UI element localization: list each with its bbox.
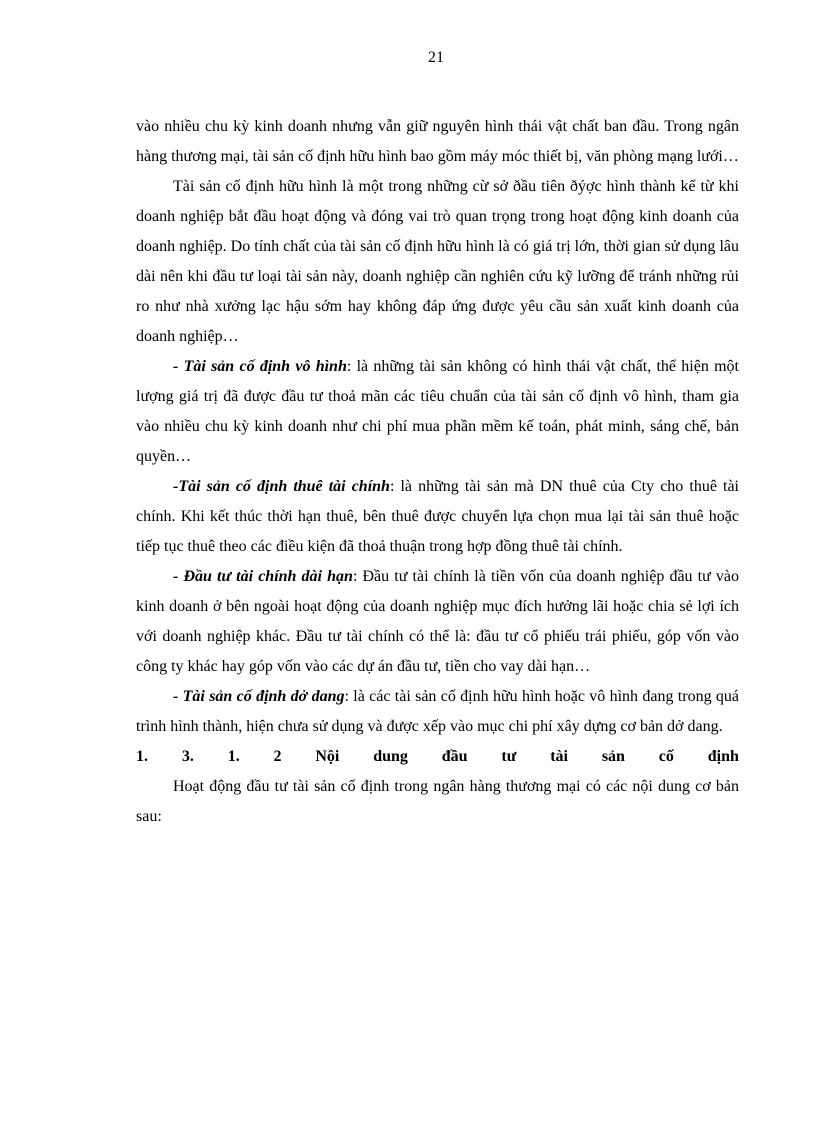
heading-part: 1.	[136, 748, 148, 765]
term-finance-lease-assets: -Tài sản cố định thuê tài chính	[173, 478, 390, 495]
heading-part: đầu	[441, 748, 468, 765]
document-body	[136, 112, 739, 832]
paragraph-intangible-assets	[136, 352, 739, 472]
definition-intangible-assets: : là những tài sản không có hình thái vật chất, thể hiện một lượng giá trị đã được đầu tư thoả mãn các tiêu chuẩn của tài sản cố định vô hình, tham gia vào nhiều chu kỳ kinh doanh như chi phí mua phần mềm kế toán, phát minh, sáng chế, bản quyền…	[136, 358, 740, 465]
paragraph-7: Hoạt động đầu tư tài sản cố định trong ngân hàng thương mại có các nội dung cơ bản sau:	[136, 778, 739, 825]
heading-part: Nội	[315, 748, 340, 765]
heading-part: 1.	[227, 748, 240, 765]
paragraph-long-term-investment	[136, 562, 739, 682]
paragraph-1: vào nhiều chu kỳ kinh doanh nhưng vẫn giữ nguyên hình thái vật chất ban đầu. Trong ngân hàng thương mại, tài sản cố định hữu hình bao gồm máy móc thiết bị, văn phòng mạng lưới…	[136, 118, 739, 165]
heading-part: tư	[501, 748, 517, 765]
definition-construction-in-progress: : là các tài sản cố định hữu hình hoặc vô hình đang trong quá trình hình thành, hiện chưa sử dụng và được xếp vào mục chi phí xây dựng cơ bản dở dang.	[136, 688, 740, 735]
paragraph-2: Tài sản cố định hữu hình là một trong những cừ sở ðầu tiên ðýợc hình thành kể từ khi doanh nghiệp bắt đầu hoạt động và đóng vai trò quan trọng trong hoạt động kinh doanh của doanh nghiệp. Do tính chất của tài sản cố định hữu hình là có giá trị lớn, thời gian sử dụng lâu dài nên khi đầu tư loại tài sản này, doanh nghiệp cần nghiên cứu kỹ lưỡng để tránh những rủi ro như nhà xưởng lạc hậu sớm hay không đáp ứng được yêu cầu sản xuất kinh doanh của doanh nghiệp…	[136, 178, 739, 345]
paragraph-construction-in-progress	[136, 682, 739, 742]
heading-part: dung	[373, 748, 408, 765]
heading-part: 2	[273, 748, 282, 765]
heading-part: tài	[550, 748, 568, 765]
heading-part: cố	[658, 748, 674, 765]
definition-finance-lease-assets: : là những tài sản mà DN thuê của Cty cho thuê tài chính. Khi kết thúc thời hạn thuê, bên thuê được chuyển lựa chọn mua lại tài sản thuê hoặc tiếp tục thuê theo các điều kiện đã thoả thuận trong hợp đồng thuê tài chính.	[136, 478, 739, 555]
term-long-term-investment: - Đầu tư tài chính dài hạn	[173, 568, 353, 585]
page-number: 21	[428, 49, 444, 66]
term-intangible-assets: - Tài sản cố định vô hình	[173, 358, 347, 375]
section-heading	[136, 742, 739, 772]
heading-part: 3.	[181, 748, 194, 765]
term-construction-in-progress: - Tài sản cố định dở dang	[173, 688, 345, 705]
heading-part: định	[707, 748, 739, 765]
heading-part: sản	[601, 748, 625, 765]
definition-long-term-investment: : Đầu tư tài chính là tiền vốn của doanh nghiệp đầu tư vào kinh doanh ở bên ngoài hoạt động của doanh nghiệp mục đích hưởng lãi hoặc chia sẻ lợi ích với doanh nghiệp khác. Đầu tư tài chính có thể là: đầu tư cổ phiếu trái phiếu, góp vốn vào công ty khác hay góp vốn vào các dự án đầu tư, tiền cho vay dài hạn…	[136, 568, 740, 675]
paragraph-finance-lease-assets	[136, 472, 739, 562]
